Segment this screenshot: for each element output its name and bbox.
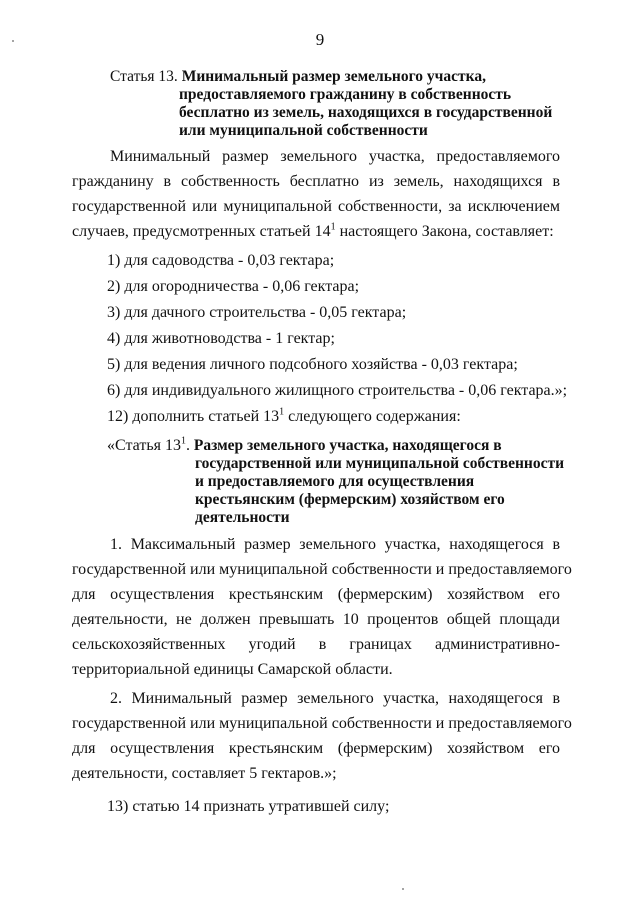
point-1-line: территориальной единицы Самарской области. (72, 661, 393, 678)
prefix-text: «Статья 13 (107, 437, 181, 454)
article-13-1-heading-line-1 (107, 437, 577, 455)
list-item: 1) для садоводства - 0,03 гектара; (107, 252, 335, 269)
article-13-body-line: Минимальный размер земельного участка, предоставляемого (110, 148, 560, 165)
article-13-body-line: гражданину в собственность бесплатно из земель, находящихся в (72, 173, 560, 190)
article-13-body-line-last (72, 219, 560, 244)
point-1-line: для осуществления крестьянским (фермерским) хозяйством его (72, 586, 560, 603)
article-13-1-point-2 (72, 686, 572, 786)
article-13-title-line: бесплатно из земель, находящихся в государственной (179, 104, 553, 121)
item-12-text: 12) дополнить статьей 13 (107, 408, 280, 425)
article-13-1-title-line: государственной или муниципальной собственности (195, 455, 565, 472)
list-item: 4) для животноводства - 1 гектар; (107, 330, 335, 347)
item-12 (107, 406, 461, 428)
article-13-1-title-line: Размер земельного участка, находящегося в (193, 437, 502, 454)
point-1-line: государственной или муниципальной собственности и предоставляемого (72, 561, 572, 578)
scan-speck (12, 40, 14, 42)
list-item: 5) для ведения личного подсобного хозяйства - 0,03 гектара; (107, 356, 518, 373)
point-1-line: деятельности, не должен превышать 10 процентов общей площади (72, 611, 560, 628)
article-13-title-line: или муниципальной собственности (179, 122, 428, 139)
item-12-text: следующего содержания: (284, 408, 461, 425)
article-13-1-prefix (107, 437, 190, 454)
list-item: 2) для огородничества - 0,06 гектара; (107, 278, 360, 295)
point-1-line: сельскохозяйственных угодий в границах административно- (72, 636, 560, 653)
item-13: 13) статью 14 признать утратившей силу; (107, 798, 390, 815)
article-13-1-title-line: деятельности (195, 509, 290, 526)
article-13-1-title-line: крестьянским (фермерским) хозяйством его (195, 491, 505, 508)
scan-speck (402, 888, 404, 890)
superscript: 1 (279, 406, 285, 418)
point-2-line: деятельности, составляет 5 гектаров.»; (72, 765, 337, 782)
article-13-body (72, 144, 560, 244)
article-13-prefix: Статья 13. (110, 68, 178, 85)
article-13-title-line: Минимальный размер земельного участка, (181, 68, 486, 85)
article-13-1-heading (107, 437, 577, 527)
article-13-1-title-line: и предоставляемого для осуществления (195, 473, 475, 490)
article-13-body-line: государственной или муниципальной собственности, за исключением (72, 198, 560, 215)
article-13-heading (110, 68, 570, 140)
superscript: 1 (180, 435, 186, 447)
body-text: случаев, предусмотренных статьей 14 (72, 223, 331, 240)
point-2-line: для осуществления крестьянским (фермерским) хозяйством его (72, 740, 560, 757)
point-1-line: 1. Максимальный размер земельного участка, находящегося в (110, 536, 560, 553)
point-2-line: 2. Минимальный размер земельного участка, находящегося в (110, 690, 560, 707)
list-item: 6) для индивидуального жилищного строительства - 0,06 гектара.»; (107, 382, 568, 399)
page-number: 9 (315, 30, 325, 49)
list-item: 3) для дачного строительства - 0,05 гектара; (107, 304, 407, 321)
point-2-line: государственной или муниципальной собственности и предоставляемого (72, 715, 572, 732)
body-text: настоящего Закона, составляет: (335, 223, 554, 240)
superscript: 1 (330, 221, 336, 233)
prefix-text: . (185, 437, 190, 454)
article-13-title-line: предоставляемого гражданину в собственность (179, 86, 512, 103)
article-13-1-point-1 (72, 532, 572, 682)
article-13-heading-line-1 (110, 68, 570, 86)
